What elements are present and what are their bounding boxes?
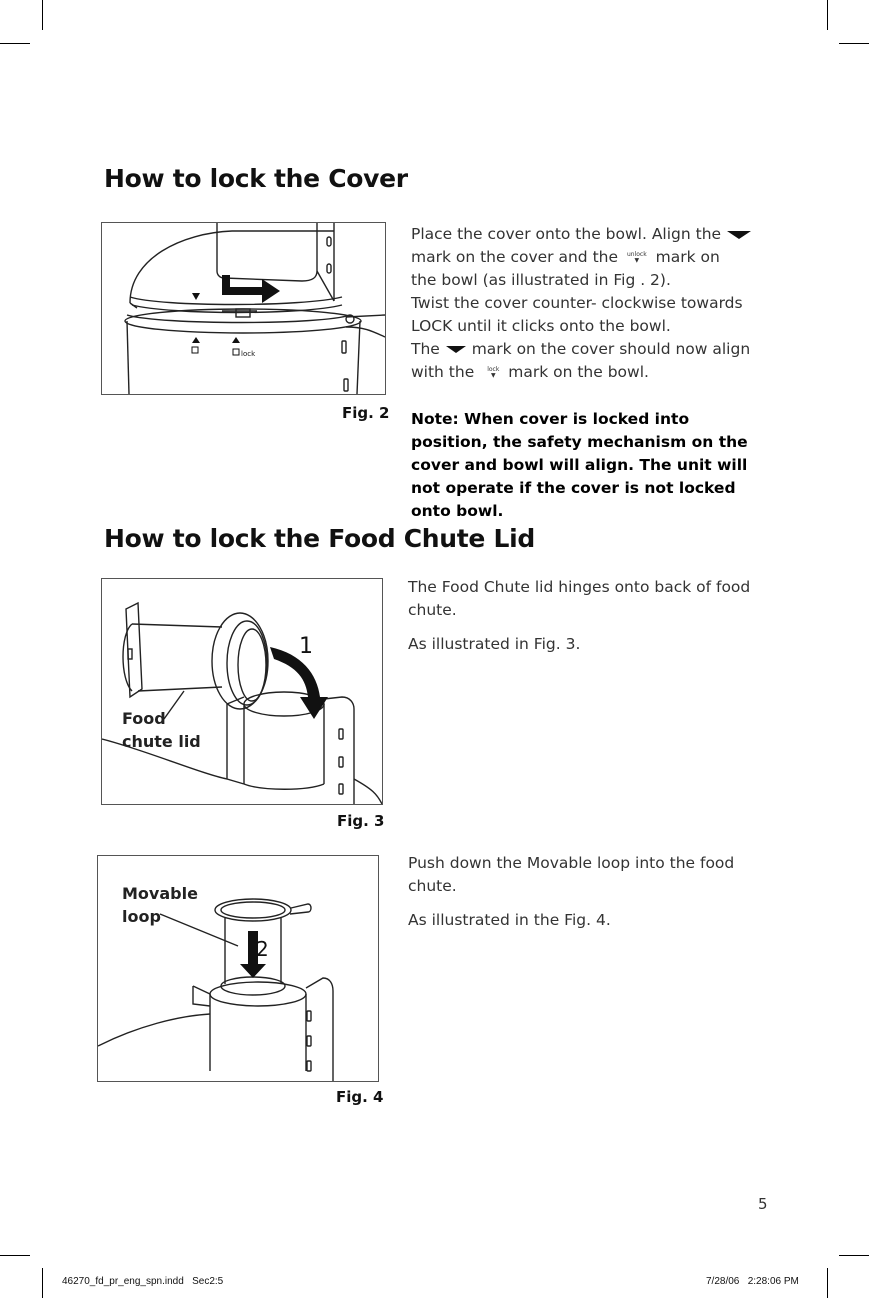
cover-line-6: with the lock ▼ mark on the bowl. xyxy=(411,363,649,381)
food-chute-lid-callout: Food chute lid xyxy=(122,709,201,751)
crop-mark xyxy=(827,0,828,30)
fig-3-caption: Fig. 3 xyxy=(337,812,385,830)
heading-lock-chute-lid: How to lock the Food Chute Lid xyxy=(104,524,535,553)
step-number: 1 xyxy=(299,634,313,659)
footer-file-slug: 46270_fd_pr_eng_spn.indd Sec2:5 xyxy=(62,1276,224,1287)
down-triangle-mark-icon xyxy=(726,230,752,240)
crop-mark xyxy=(839,43,869,44)
cover-bowl-illustration xyxy=(102,223,385,394)
food-chute-lid-illustration xyxy=(102,579,382,804)
crop-mark xyxy=(0,1255,30,1256)
unlock-mark-icon: unlock ▼ xyxy=(626,250,647,264)
crop-mark xyxy=(42,1268,43,1298)
chute-text-2: As illustrated in Fig. 3. xyxy=(408,635,581,653)
loop-text-1: Push down the Movable loop into the food chute. xyxy=(408,854,735,895)
step-number: 2 xyxy=(256,937,269,961)
cover-line-2: mark on the cover and the unlock ▼ mark on xyxy=(411,248,720,266)
cover-line-5: The mark on the cover should now align xyxy=(411,340,751,358)
cover-instructions xyxy=(411,223,771,384)
lock-mark-label: lock xyxy=(241,350,256,358)
cover-twist-text: Twist the cover counter- clockwise towards LOCK until it clicks onto the bowl. xyxy=(411,294,743,335)
down-triangle-mark-icon xyxy=(445,345,467,354)
loop-text-2: As illustrated in the Fig. 4. xyxy=(408,911,611,929)
crop-mark xyxy=(0,43,30,44)
page-number: 5 xyxy=(758,1195,768,1213)
cover-safety-note: Note: When cover is locked into position, the safety mechanism on the cover and bowl will align. The unit will not operate if the cover is not locked onto bowl. xyxy=(411,410,748,520)
lock-mark-icon: lock ▼ xyxy=(487,365,500,379)
figure-3 xyxy=(101,578,383,805)
crop-mark xyxy=(827,1268,828,1298)
figure-2 xyxy=(101,222,386,395)
chute-text-1: The Food Chute lid hinges onto back of food chute. xyxy=(408,578,751,619)
cover-line-1: Place the cover onto the bowl. Align the xyxy=(411,223,771,246)
crop-mark xyxy=(42,0,43,30)
crop-mark xyxy=(839,1255,869,1256)
cover-line-3: the bowl (as illustrated in Fig . 2). xyxy=(411,271,671,289)
fig-2-caption: Fig. 2 xyxy=(342,404,390,422)
footer-timestamp: 7/28/06 2:28:06 PM xyxy=(706,1276,799,1287)
heading-lock-cover: How to lock the Cover xyxy=(104,164,408,193)
fig-4-caption: Fig. 4 xyxy=(336,1088,384,1106)
movable-loop-callout: Movable loop xyxy=(122,884,198,926)
